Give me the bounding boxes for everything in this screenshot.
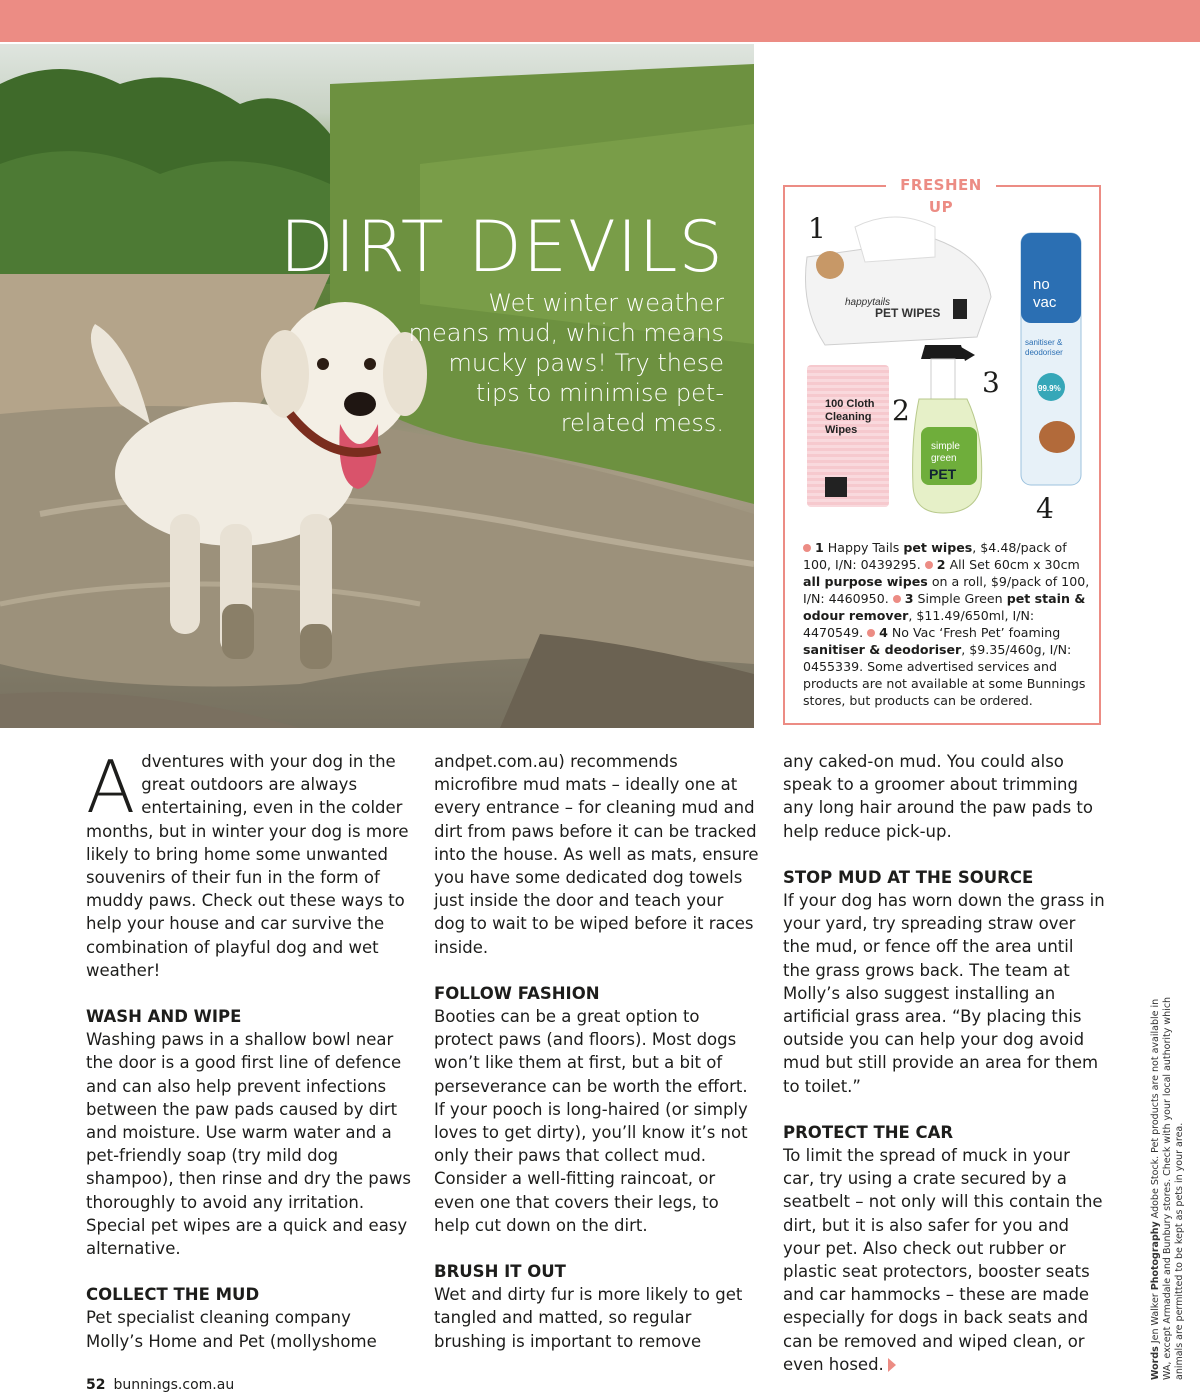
svg-text:deodoriser: deodoriser <box>1025 348 1063 357</box>
top-accent-bar <box>0 0 1200 42</box>
intro-paragraph: Adventures with your dog in the great outdoors are always entertaining, even in the colder months, but in winter your dog is more likely to bring home some unwanted souvenirs of their fun in the form of muddy paws. Check out these ways to help your house and car survive the combination of playful dog and wet weather! <box>86 745 409 980</box>
body-stop-mud-at-the-source: If your dog has worn down the grass in your yard, try spreading straw over the mud, or fence off the area until the grass grows back. The team at Molly’s also suggest installing an artificial grass area. “By placing this outside you can help your dog avoid mud but still provide an area for them to toilet.” <box>783 891 1105 1096</box>
photo-credits: Words Jen Walker Photography Adobe Stock. Pet products are not available in WA, except Armadale and Bunbury stores. Check with your local authority which animals are permitted to be kept as pets in your area. <box>1150 996 1185 1380</box>
standfirst: Wet winter weather means mud, which means mucky paws! Try these tips to minimise pet-related mess. <box>408 289 724 437</box>
bullet-dot <box>867 629 875 637</box>
body-brush-it-out-start: Wet and dirty fur is more likely to get tangled and matted, so regular brushing is important to remove <box>434 1285 743 1351</box>
footer-website: bunnings.com.au <box>113 1377 235 1393</box>
heading-protect-the-car: PROTECT THE CAR <box>783 1122 954 1142</box>
svg-text:happytails: happytails <box>845 297 891 308</box>
body-follow-fashion: Booties can be a great option to protect paws (and floors). Most dogs won’t like them at first, but a bit of perseverance can be worth the effort. If your pooch is long-haired (or simply loves to get dirty), you’ll know it’s not only their paws that collect mud. Consider a well-fitting raincoat, or even one that covers their legs, to help cut down on the dirt. <box>434 1007 748 1235</box>
svg-text:simple: simple <box>931 441 960 452</box>
svg-text:no: no <box>1033 276 1050 293</box>
body-collect-the-mud-cont: andpet.com.au) recommends microfibre mud mats – ideally one at every entrance – for cleaning mud and dirt from paws before it can be tracked into the house. As well as mats, ensure you have some dedicated dog towels just inside the door and teach your dog to wait to be wiped before it races inside. <box>434 752 759 957</box>
bullet-dot <box>803 544 811 552</box>
product-number-1: 1 <box>808 212 826 245</box>
heading-follow-fashion: FOLLOW FASHION <box>434 983 600 1003</box>
body-protect-the-car: To limit the spread of muck in your car, try using a crate secured by a seatbelt – not only will this contain the dirt, but it is also safer for you and your pet. Also check out rubber or plastic seat protectors, booster seats and car hammocks – these are made especially for dogs in back seats and can be removed and wiped clean, or even hosed. <box>783 1146 1103 1374</box>
product-number-2: 2 <box>892 394 910 427</box>
svg-text:Cleaning: Cleaning <box>825 411 872 423</box>
bullet-dot <box>925 561 933 569</box>
pet-wipes-pack <box>805 217 991 345</box>
svg-text:green: green <box>931 453 957 464</box>
freshen-up-tag: FRESHEN UP <box>886 174 996 196</box>
svg-text:sanitiser &: sanitiser & <box>1025 338 1063 347</box>
body-brush-it-out-cont: any caked-on mud. You could also speak to a groomer about trimming any long hair around the paw pads to help reduce pick-up. <box>783 752 1093 841</box>
heading-brush-it-out: BRUSH IT OUT <box>434 1262 566 1282</box>
products-illustration <box>785 187 1099 527</box>
page-footer <box>86 1377 234 1393</box>
article-column-3 <box>783 750 1105 1399</box>
drop-cap: A <box>86 745 136 829</box>
heading-stop-mud-at-the-source: STOP MUD AT THE SOURCE <box>783 867 1034 887</box>
page-number: 52 <box>86 1377 106 1393</box>
products-disclaimer: Some advertised services and products are not available at some Bunnings stores, but products can be ordered. <box>803 659 1086 708</box>
article-column-2 <box>434 750 759 1376</box>
heading-wash-and-wipe: WASH AND WIPE <box>86 1007 242 1027</box>
svg-text:PET: PET <box>929 466 957 482</box>
svg-text:99.9%: 99.9% <box>1038 384 1061 393</box>
body-wash-and-wipe: Washing paws in a shallow bowl near the door is a good first line of defence and can also help prevent infections between the paw pads caused by dirt and moisture. Use warm water and a pet-friendly soap (try mild dog shampoo), then rinse and dry the paws thoroughly to avoid any irritation. Special pet wipes are a quick and easy alternative. <box>86 1030 411 1259</box>
sanitiser-can <box>1021 233 1081 485</box>
product-number-4: 4 <box>1036 492 1054 525</box>
svg-text:100 Cloth: 100 Cloth <box>825 398 875 410</box>
product-number-3: 3 <box>982 366 1000 399</box>
hero-photo <box>0 44 754 728</box>
products-list: 1 Happy Tails pet wipes, $4.48/pack of 100, I/N: 0439295. 2 All Set 60cm x 30cm all purpose wipes on a roll, $9/pack of 100, I/N: 4460950. 3 Simple Green pet stain & odour remover, $11.49/650ml, I/N: 4470549. 4 No Vac ‘Fresh Pet’ foaming sanitiser & deodoriser, $9.35/460g, I/N: 0455339. Some advertised services and products are not available at some Bunnings stores, but products can be ordered. <box>803 540 1090 708</box>
article-title: DIRT DEVILS <box>279 206 724 288</box>
stain-remover-spray <box>913 345 982 513</box>
article-column-1 <box>86 745 411 1376</box>
body-collect-the-mud-start: Pet specialist cleaning company Molly’s Home and Pet (mollyshome <box>86 1308 377 1351</box>
bullet-dot <box>893 595 901 603</box>
cloth-wipes-roll <box>807 365 889 507</box>
svg-text:PET WIPES: PET WIPES <box>875 306 941 320</box>
end-of-article-icon <box>888 1358 896 1372</box>
heading-collect-the-mud: COLLECT THE MUD <box>86 1285 260 1305</box>
svg-text:Wipes: Wipes <box>825 424 858 436</box>
svg-text:vac: vac <box>1033 294 1057 311</box>
